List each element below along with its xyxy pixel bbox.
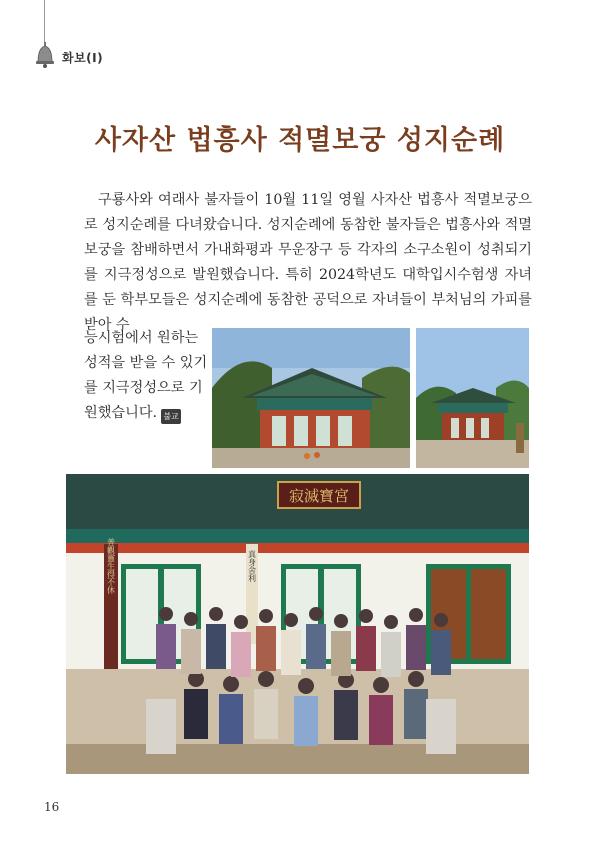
- continuation-text: 능시험에서 원하는 성적을 받을 수 있기를 지극정성으로 기원했습니다.: [84, 330, 208, 421]
- header-rule: [44, 0, 45, 44]
- article-body: [84, 188, 532, 338]
- bell-icon: [34, 42, 56, 68]
- temple-hall-photo: [212, 328, 410, 468]
- pillar-mid-text: 真身舍利: [247, 550, 257, 582]
- pillar-left-text: 普觀靈生得不休: [106, 538, 116, 594]
- group-photo: [66, 474, 529, 774]
- page-number: 16: [44, 800, 60, 814]
- section-label: 화보(Ⅰ): [62, 51, 104, 65]
- temple-gate-photo: [416, 328, 529, 468]
- article-paragraph: 구룡사와 여래사 불자들이 10월 11일 영월 사자산 법흥사 적멸보궁으로 성지순례를 다녀왔습니다. 성지순례에 동참한 불자들은 법흥사와 적멸보궁을 참배하면서 가내화평과 무운장구 등 각자의 소구소원이 성취되기를 지극정성으로 발원했습니다. 특히 2024학년도 대학입시수험생 자녀를 둔 학부모들은 성지순례에 동참한 공덕으로 자녀들이 부처님의 가피를 받아 수: [84, 192, 532, 333]
- article-continuation: [84, 326, 214, 426]
- page-title: 사자산 법흥사 적멸보궁 성지순례: [94, 125, 506, 156]
- seal-icon: 불교: [161, 409, 181, 424]
- plaque-text: 寂滅寶宮: [288, 487, 350, 505]
